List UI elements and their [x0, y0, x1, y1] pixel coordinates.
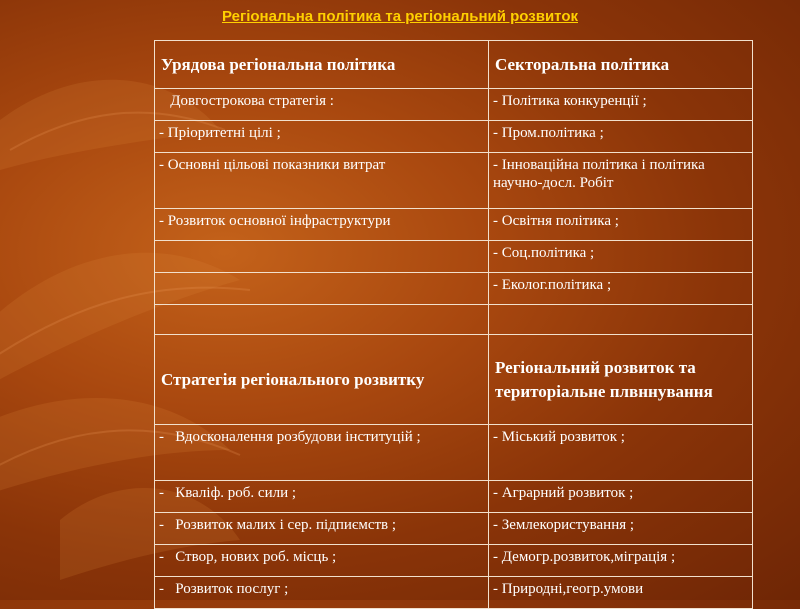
table-cell: [155, 305, 489, 335]
header-regional-development: Регіональний розвиток та територіальне плвннування: [489, 335, 753, 425]
table-cell: - Вдосконалення розбудови інституцій ;: [155, 425, 489, 481]
table-cell: - Пріоритетні цілі ;: [155, 121, 489, 153]
table-row: [155, 545, 753, 577]
table-row: [155, 273, 753, 305]
table-cell: - Землекористування ;: [489, 513, 753, 545]
table-cell: - Розвиток послуг ;: [155, 577, 489, 609]
table-cell: - Природні,геогр.умови: [489, 577, 753, 609]
table-cell: - Політика конкуренції ;: [489, 89, 753, 121]
table-cell: - Розвиток малих і сер. підпиємств ;: [155, 513, 489, 545]
table-cell: - Соц.політика ;: [489, 241, 753, 273]
table-row: [155, 425, 753, 481]
table-row: [155, 153, 753, 209]
table-cell: - Пром.політика ;: [489, 121, 753, 153]
table-row: [155, 481, 753, 513]
table-cell: - Розвиток основної інфраструктури: [155, 209, 489, 241]
header-sectoral-policy: Секторальна політика: [489, 41, 753, 89]
table-cell: - Інноваційна політика і політика научно-досл. Робіт: [489, 153, 753, 209]
table-section-header-row: [155, 335, 753, 425]
header-government-policy: Урядова регіональна політика: [155, 41, 489, 89]
table-cell: [155, 241, 489, 273]
table-cell: - Освітня політика ;: [489, 209, 753, 241]
table-cell: - Міський розвиток ;: [489, 425, 753, 481]
table-cell: - Аграрний розвиток ;: [489, 481, 753, 513]
table-row: [155, 305, 753, 335]
slide-title: Регіональна політика та регіональний розвиток: [221, 8, 578, 25]
table-row: [155, 209, 753, 241]
policy-table: [154, 40, 753, 609]
table-cell: - Демогр.розвиток,міграція ;: [489, 545, 753, 577]
table-cell: - Створ, нових роб. місць ;: [155, 545, 489, 577]
table-cell: [489, 305, 753, 335]
table-cell: [155, 273, 489, 305]
table-cell: - Кваліф. роб. сили ;: [155, 481, 489, 513]
table-row: [155, 89, 753, 121]
table-row: [155, 121, 753, 153]
table-row: [155, 241, 753, 273]
table-row: [155, 513, 753, 545]
table-cell: Довгострокова стратегія :: [155, 89, 489, 121]
table-header-row: [155, 41, 753, 89]
table-cell: - Основні цільові показники витрат: [155, 153, 489, 209]
header-regional-strategy: Стратегія регіонального розвитку: [155, 335, 489, 425]
table-cell: - Еколог.політика ;: [489, 273, 753, 305]
table-row: [155, 577, 753, 609]
